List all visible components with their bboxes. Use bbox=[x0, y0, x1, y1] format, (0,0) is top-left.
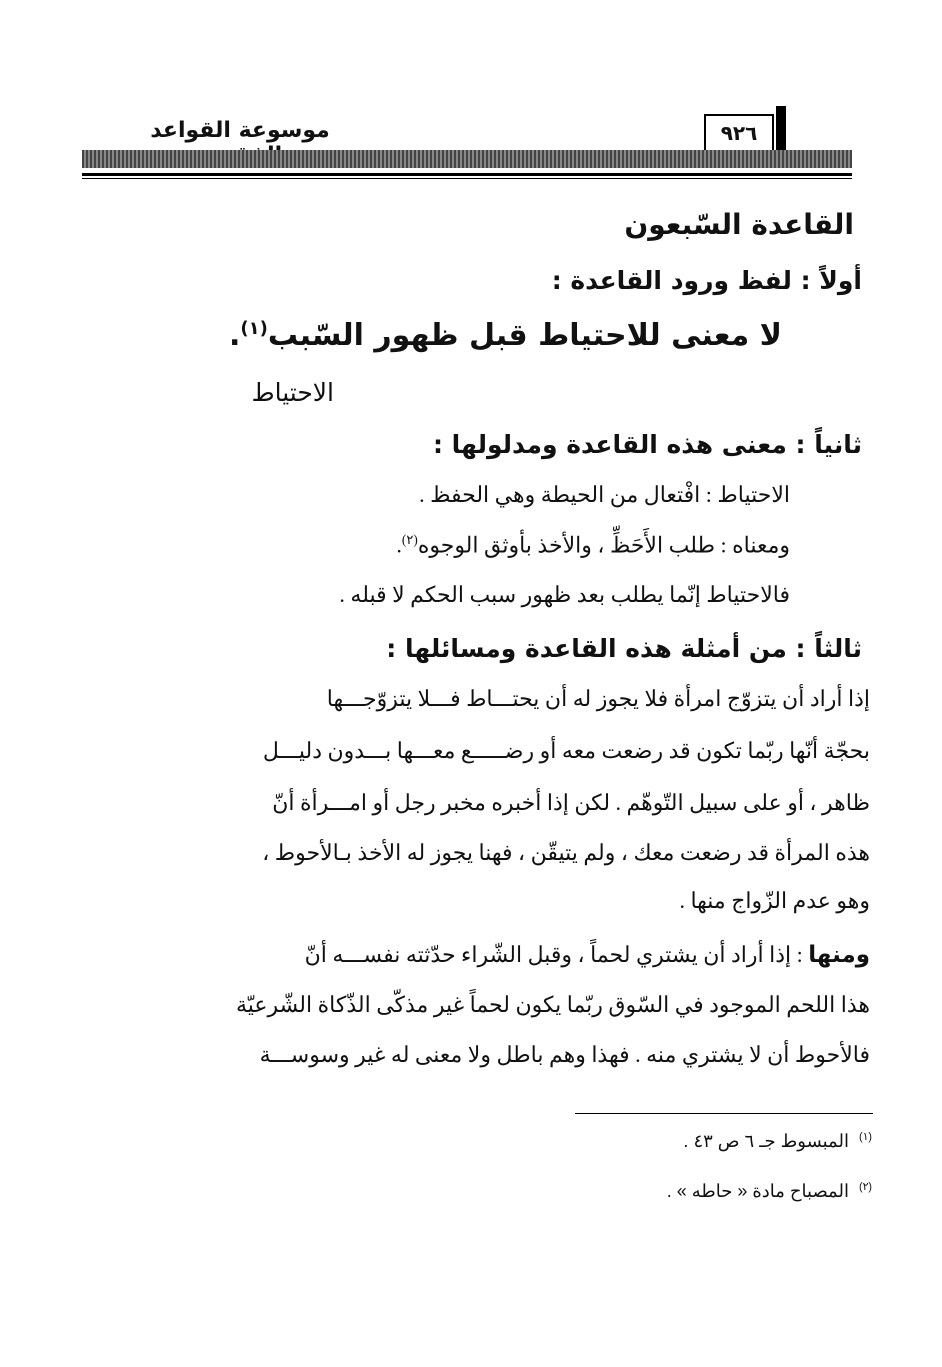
footnote-1-mark: (١) bbox=[858, 1131, 872, 1143]
example2-line-1 bbox=[305, 942, 870, 968]
section2-line-3: فالاحتياط إنّما يطلب بعد ظهور سبب الحكم لا قبله . bbox=[339, 582, 790, 607]
section2-heading: ثانياً : معنى هذه القاعدة ومدلولها : bbox=[432, 430, 862, 459]
section1-heading: أولاً : لفظ ورود القاعدة : bbox=[551, 266, 862, 295]
footnote-1 bbox=[683, 1130, 872, 1152]
example1-line-2: بحجّة أنّها ربّما تكون قد رضعت معه أو رضـــــع معـــها بـــدون دليـــل bbox=[262, 738, 870, 763]
section2-line-1: الاحتياط : افْتعال من الحيطة وهي الحفظ . bbox=[419, 482, 790, 507]
footnote-1-text: المبسوط جـ ٦ ص ٤٣ . bbox=[683, 1131, 849, 1151]
footnote-divider bbox=[575, 1113, 873, 1114]
section3-heading: ثالثاً : من أمثلة هذه القاعدة ومسائلها : bbox=[386, 634, 862, 663]
header-rule-thin bbox=[82, 178, 852, 179]
section2-line-2-text: ومعناه : طلب الأَحَظِّ ، والأخذ بأوثق الوجوه bbox=[417, 532, 790, 558]
page-number: ٩٢٦ bbox=[704, 114, 774, 152]
rule-statement-text: لا معنى للاحتياط قبل ظهور السّبب bbox=[267, 318, 782, 353]
rule-statement-end: . bbox=[228, 318, 241, 353]
example1-line-4: هذه المرأة قد رضعت معك ، ولم يتيقّن ، فهنا يجوز له الأخذ بـالأحوط ، bbox=[262, 840, 870, 865]
header-rule bbox=[82, 173, 852, 176]
section2-line-2 bbox=[396, 532, 790, 558]
footnote-2-mark: (٢) bbox=[858, 1181, 872, 1193]
footnote-2 bbox=[667, 1180, 872, 1202]
keyword: الاحتياط bbox=[251, 380, 334, 407]
rule-statement bbox=[229, 318, 782, 353]
book-title: موسوعة القواعد bbox=[150, 118, 330, 143]
footnote-ref-1: (١) bbox=[240, 318, 268, 339]
example2-line-1-text: : إذا أراد أن يشتري لحماً ، وقبل الشّراء حدّثته نفســـه أنّ bbox=[304, 942, 809, 967]
example1-line-5: وهو عدم الزّواج منها . bbox=[679, 888, 870, 913]
example1-line-1: إذا أراد أن يتزوّج امرأة فلا يجوز له أن يحتـــاط فـــلا يتزوّجـــها bbox=[326, 686, 870, 711]
example2-line-3: فالأحوط أن لا يشتري منه . فهذا وهم باطل ولا معنى له غير وسوســـة bbox=[259, 1042, 870, 1067]
footnote-ref-2: (٢) bbox=[401, 532, 418, 547]
footnote-2-text: المصباح مادة « حاطه » . bbox=[666, 1181, 849, 1201]
header-decorative-bar bbox=[82, 150, 852, 168]
example1-line-3: ظاهر ، أو على سبيل التّوهّم . لكن إذا أخبره مخبر رجل أو امـــرأة أنّ bbox=[272, 790, 870, 815]
rule-title: القاعدة السّبعون bbox=[624, 208, 854, 241]
example2-line-2: هذا اللحم الموجود في السّوق ربّما يكون لحماً غير مذكّى الذّكاة الشّرعيّة bbox=[235, 992, 870, 1017]
example2-lead: ومنها bbox=[808, 942, 870, 968]
section2-line-2-end: . bbox=[396, 532, 402, 558]
